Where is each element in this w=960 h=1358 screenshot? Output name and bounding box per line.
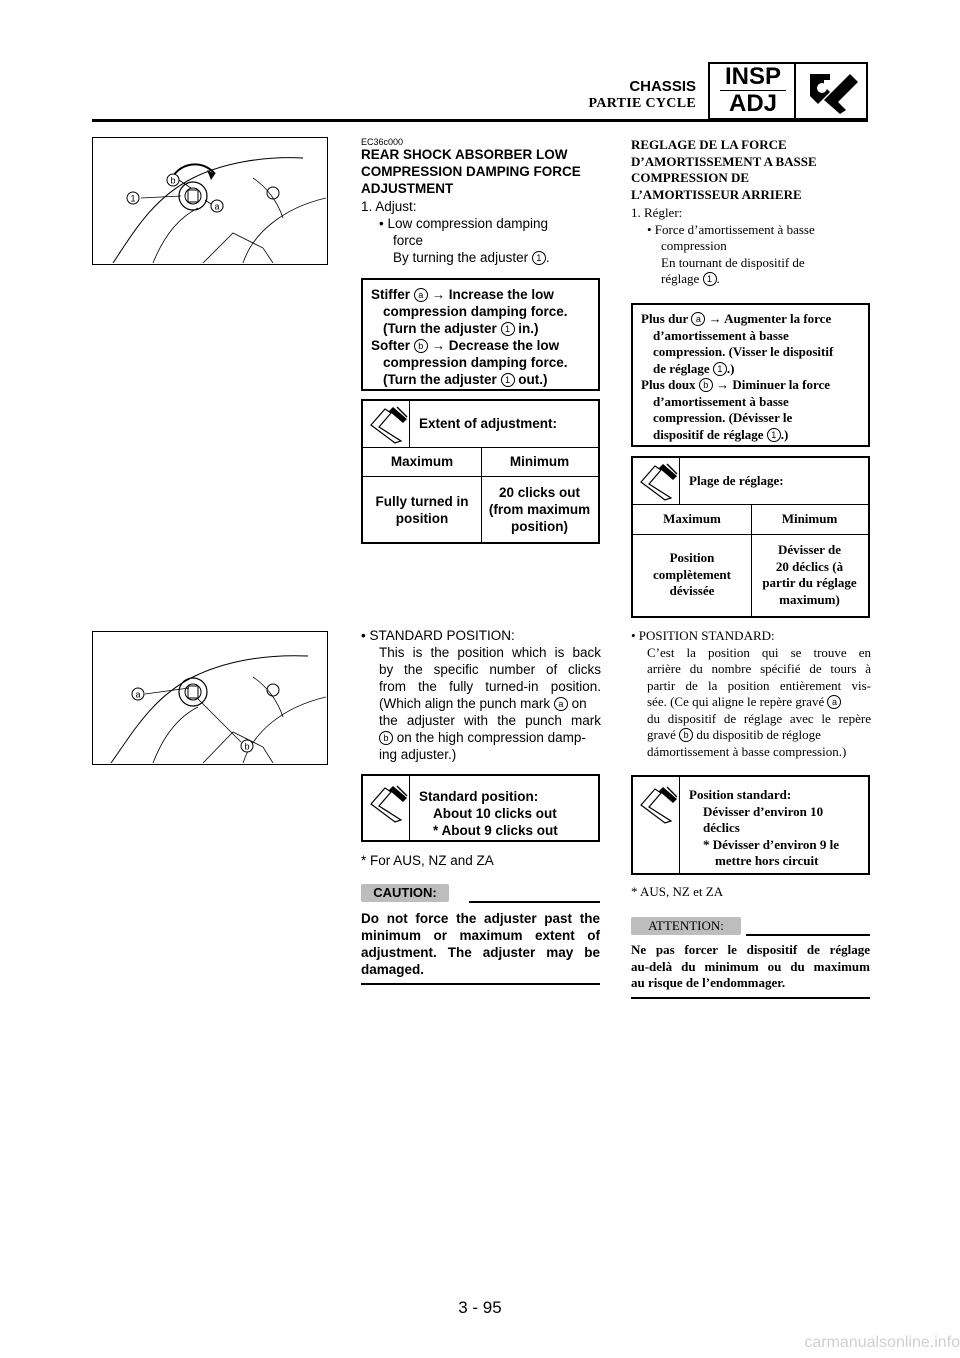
extent-table-en <box>361 399 600 544</box>
box-line: compression damping force. <box>383 304 568 319</box>
extent-table-fr <box>631 456 870 618</box>
col-header-max: Maximum <box>663 511 721 526</box>
ref-a: a <box>827 695 841 709</box>
std-line: by the specific number of clicks <box>379 662 601 677</box>
bullet-line: By turning the adjuster 1 . <box>393 250 550 265</box>
ref-adjuster-1: 1 <box>532 251 546 265</box>
figure-punch-marks <box>92 631 328 765</box>
attention-label: ATTENTION: <box>631 917 741 935</box>
caution-label: CAUTION: <box>361 884 449 902</box>
section-code: EC36c000 <box>361 137 404 147</box>
col-header-min: Minimum <box>509 454 570 469</box>
std-line: This is the position which is back <box>379 645 601 660</box>
fig1-callout-a: a <box>214 201 220 212</box>
damping-direction-box-fr: Plus dur a → Augmenter la force d’amortissement à basse compression. (Visser le dispositif de réglage 1 .) Plus doux b → Diminuer la force d’amortissement à basse compression. (Dévisser le dispositif de réglage 1 .) <box>631 303 870 447</box>
ref-1: 1 <box>703 272 717 286</box>
standard-position-en <box>361 627 601 763</box>
title-en-line: ADJUSTMENT <box>361 181 454 196</box>
figure-adjuster-rotation <box>92 137 328 265</box>
col-header-max: Maximum <box>390 454 454 469</box>
ref-1: 1 <box>767 428 781 442</box>
ref-b: b <box>699 378 713 392</box>
ref-a: a <box>414 288 428 302</box>
title-fr: REGLAGE DE LA FORCE D’AMORTISSEMENT A BASSE COMPRESSION DE L’AMORTISSEUR ARRIERE <box>631 137 817 202</box>
fig1-callout-b: b <box>170 175 176 186</box>
watermark: carmanualsonline.info <box>804 1334 960 1351</box>
title-en-line: REAR SHOCK ABSORBER LOW <box>361 147 568 162</box>
stiffer-line: Stiffer a → Increase the low <box>371 287 554 302</box>
ref-a: a <box>691 312 705 326</box>
caution-text-en: Do not force the adjuster past the minimum or maximum extent of adjustment. The adjuster may be damaged. <box>361 911 600 977</box>
spec-wrench-icon <box>367 405 411 445</box>
spec-wrench-icon <box>637 785 681 825</box>
ref-b: b <box>414 339 428 353</box>
cell-max: Position complètement dévissée <box>653 550 731 598</box>
standard-position-box-fr <box>631 775 870 875</box>
std-line: • STANDARD POSITION: <box>361 628 515 643</box>
header-rule <box>92 119 868 122</box>
standard-position-fr: • POSITION STANDARD: C’est la position qui se trouve en arrière du nombre spécifié de tours à partir de la position entièrement vis- sée. (Ce qui aligne le repère gravé a du dispositif de réglage avec le repère gravé b du dispositib de régloge dámortissement à basse compression.) <box>631 628 871 759</box>
ref-1: 1 <box>501 373 515 387</box>
spec-wrench-icon <box>367 784 411 824</box>
caution-rule-top <box>469 901 600 903</box>
table-divider <box>409 776 410 840</box>
box-line: compression damping force. <box>383 355 568 370</box>
std-line: (Which align the punch mark a on <box>379 696 587 711</box>
step-adjust-en <box>361 198 601 266</box>
damping-direction-box-en <box>361 278 600 391</box>
adjuster-illustration <box>93 138 326 263</box>
fig2-callout-b: b <box>244 741 250 752</box>
table-divider <box>409 401 410 447</box>
section-title-en: CHASSIS <box>629 78 696 95</box>
wrench-icon <box>800 66 864 116</box>
cell-min: Dévisser de 20 déclics (à partir du réglage maximum) <box>762 542 857 607</box>
ref-b: b <box>679 728 693 742</box>
caution-rule-top <box>746 934 870 936</box>
bullet-line: • Low compression damping <box>379 216 549 231</box>
region-note-en: * For AUS, NZ and ZA <box>361 853 494 868</box>
standard-position-box-en <box>361 774 600 842</box>
cell-min: 20 clicks out (from maximum position) <box>488 485 591 534</box>
title-en-line: COMPRESSION DAMPING FORCE <box>361 164 581 179</box>
caution-rule-bottom <box>361 983 600 985</box>
extent-title: Plage de réglage: <box>689 473 784 488</box>
std-box-text: Standard position: About 10 clicks out * About 9 clicks out <box>419 789 558 838</box>
step-label: 1. Adjust: <box>361 199 417 214</box>
softer-line: Softer b → Decrease the low <box>371 338 560 353</box>
bullet-line: force <box>393 233 424 248</box>
badge-text <box>712 64 796 118</box>
spec-wrench-icon <box>637 462 681 502</box>
col-header-min: Minimum <box>781 511 838 526</box>
caution-rule-bottom <box>631 997 870 999</box>
std-line: ing adjuster.) <box>379 747 457 762</box>
ref-1: 1 <box>713 362 727 376</box>
std-line: the adjuster with the punch mark <box>379 713 601 728</box>
table-divider <box>363 476 598 477</box>
std-line: from the fully turned-in position. <box>379 679 601 694</box>
ref-b: b <box>379 731 393 745</box>
region-note-fr: * AUS, NZ et ZA <box>631 884 724 899</box>
fig2-callout-a: a <box>135 689 141 700</box>
box-line: (Turn the adjuster 1 in.) <box>383 321 539 336</box>
caution-text-fr: Ne pas forcer le dispositif de réglage au-delà du minimum ou du maximum au risque de l’endommager. <box>631 942 870 990</box>
std-box-text: Position standard: Dévisser d’environ 10 déclics * Dévisser d’environ 9 le mettre hors circuit <box>689 787 840 868</box>
page-number: 3 - 95 <box>458 1298 502 1317</box>
extent-title: Extent of adjustment: <box>419 416 558 431</box>
box-line: (Turn the adjuster 1 out.) <box>383 372 548 387</box>
std-line: b on the high compression damp- <box>361 729 601 746</box>
cell-max: Fully turned in position <box>375 494 469 526</box>
badge-line-2: ADJ <box>728 90 777 117</box>
title-en <box>361 146 601 197</box>
bullet-text: By turning the adjuster <box>393 250 529 265</box>
ref-1: 1 <box>501 322 515 336</box>
step-adjust-fr: 1. Régler: • Force d’amortissement à basse compression En tournant de dispositif de réglage 1 . <box>631 205 815 286</box>
section-title-fr: PARTIE CYCLE <box>588 96 696 111</box>
fig1-callout-1: 1 <box>130 193 136 204</box>
punch-mark-illustration <box>93 632 326 763</box>
badge-line-1: INSP <box>720 64 786 91</box>
ref-a: a <box>554 697 568 711</box>
